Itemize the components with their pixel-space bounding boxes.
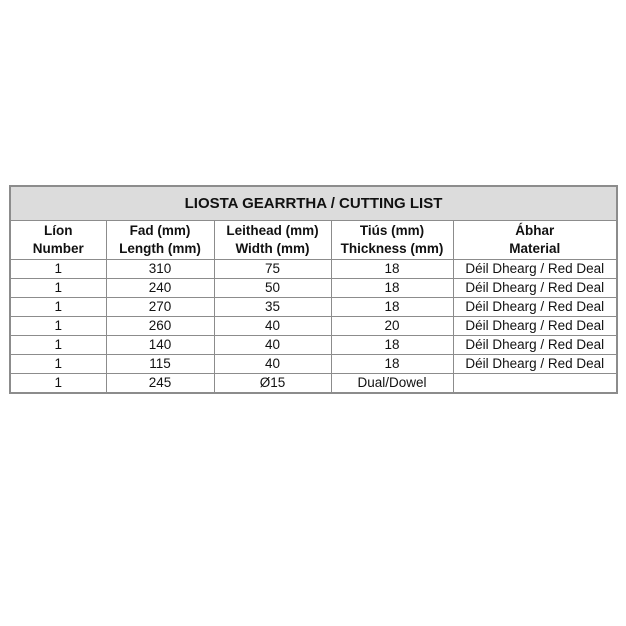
column-header-material [453,221,617,260]
cell-material: Déil Dhearg / Red Deal [453,298,617,317]
table-row [10,298,617,317]
table-row [10,279,617,298]
header-line-english: Width (mm) [235,241,310,256]
header-line-irish: Líon [44,223,73,238]
column-header-thickness [331,221,453,260]
cell-length: 140 [106,336,214,355]
cell-material [453,374,617,394]
cell-length: 245 [106,374,214,394]
header-line-english: Number [32,241,84,256]
table-header-row [10,221,617,260]
cell-thickness: 18 [331,260,453,279]
cell-width: Ø15 [214,374,331,394]
cell-material: Déil Dhearg / Red Deal [453,317,617,336]
cell-number: 1 [10,298,106,317]
cell-width: 40 [214,355,331,374]
header-line-english: Material [509,241,561,256]
cell-width: 75 [214,260,331,279]
cell-thickness: Dual/Dowel [331,374,453,394]
cell-thickness: 18 [331,298,453,317]
cutting-list-table [9,185,618,394]
header-line-irish: Tiús (mm) [359,223,425,238]
header-line-irish: Fad (mm) [129,223,191,238]
cell-number: 1 [10,374,106,394]
table-row [10,336,617,355]
table-row [10,317,617,336]
cell-thickness: 18 [331,355,453,374]
cell-width: 50 [214,279,331,298]
cell-thickness: 20 [331,317,453,336]
table-row [10,374,617,394]
cell-thickness: 18 [331,279,453,298]
column-header-width [214,221,331,260]
column-header-length [106,221,214,260]
cell-length: 270 [106,298,214,317]
cell-number: 1 [10,355,106,374]
cell-thickness: 18 [331,336,453,355]
cell-length: 260 [106,317,214,336]
cell-material: Déil Dhearg / Red Deal [453,355,617,374]
cell-length: 310 [106,260,214,279]
cell-number: 1 [10,279,106,298]
cell-width: 40 [214,317,331,336]
header-line-english: Length (mm) [119,241,201,256]
cell-width: 40 [214,336,331,355]
header-line-irish: Leithead (mm) [226,223,319,238]
header-line-irish: Ábhar [515,223,555,238]
cell-length: 240 [106,279,214,298]
cell-length: 115 [106,355,214,374]
table-row [10,355,617,374]
cell-material: Déil Dhearg / Red Deal [453,336,617,355]
header-line-english: Thickness (mm) [340,241,444,256]
table-row [10,260,617,279]
cell-material: Déil Dhearg / Red Deal [453,279,617,298]
cell-width: 35 [214,298,331,317]
cell-number: 1 [10,260,106,279]
cell-number: 1 [10,336,106,355]
table-title: LIOSTA GEARRTHA / CUTTING LIST [10,186,617,221]
cell-number: 1 [10,317,106,336]
cell-material: Déil Dhearg / Red Deal [453,260,617,279]
column-header-number [10,221,106,260]
